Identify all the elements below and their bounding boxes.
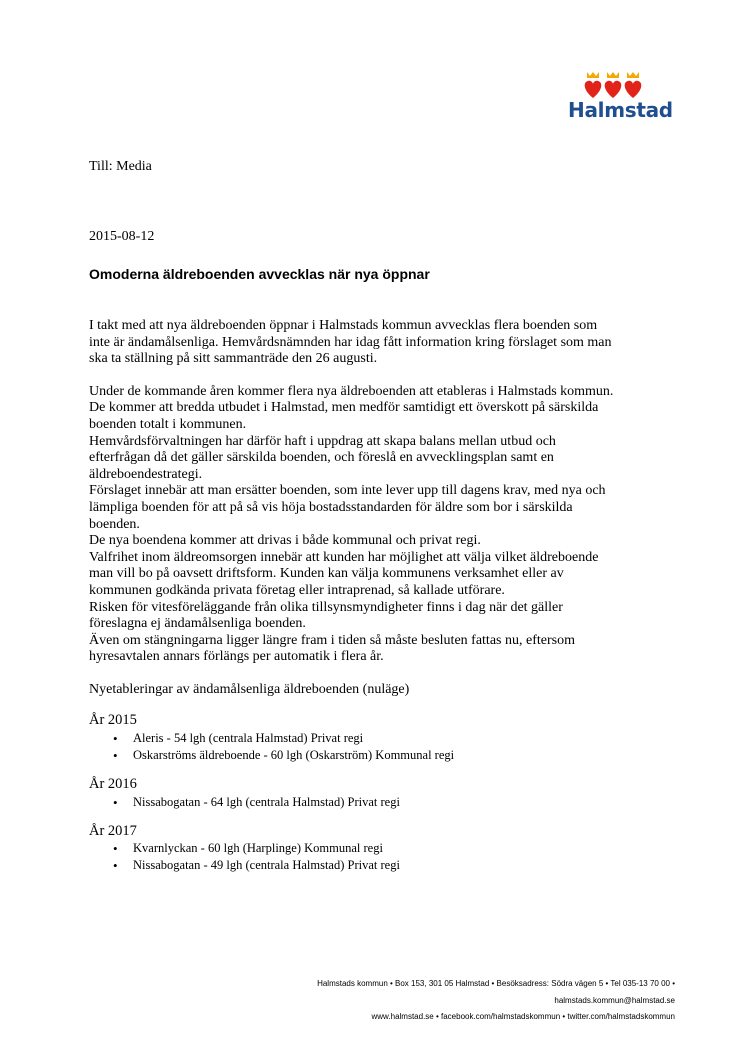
list-item: • Nissabogatan - 64 lgh (centrala Halmstad) Privat regi [133,794,689,811]
crowns-hearts-icon [573,70,663,100]
list-item: • Nissabogatan - 49 lgh (centrala Halmstad) Privat regi [133,857,689,874]
list-item: • Kvarnlyckan - 60 lgh (Harplinge) Kommunal regi [133,840,689,857]
list-item: • Aleris - 54 lgh (centrala Halmstad) Privat regi [133,730,689,747]
year-heading-2015: År 2015 [89,712,137,729]
body-paragraph: Under de kommande åren kommer flera nya äldreboenden att etableras i Halmstads kommun. De kommer att bredda utbudet i Halmstad, men medför samtidigt ett överskott på särskilda boenden totalt i kommunen. [89,383,614,432]
body-paragraph: Hemvårdsförvaltningen har därför haft i uppdrag att skapa balans mellan utbud och efterfrågan då det gäller särskilda boenden, och föreslå en avvecklingsplan samt en äldreboendestrategi. [89,433,556,482]
body-paragraph: Valfrihet inom äldreomsorgen innebär att kunden har möjlighet att välja vilket äldreboende man vill bo på oavsett driftsform. Kunden kan välja kommunens verksamhet eller av kommunen godkända privata företag eller intraprenad, så kallade utförare. [89,549,599,598]
year-list-2017 [89,840,689,874]
year-heading-2016: År 2016 [89,776,137,793]
body-paragraph: Risken för vitesföreläggande från olika tillsynsmyndigheter finns i dag när det gäller föreslagna ej ändamålsenliga boenden. [89,599,563,632]
year-list-2015 [89,730,689,764]
halmstad-logo [568,70,673,126]
footer [317,976,675,1026]
page-title: Omoderna äldreboenden avvecklas när nya öppnar [89,266,430,282]
body-paragraph: Även om stängningarna ligger längre fram i tiden så måste besluten fattas nu, eftersom hyresavtalen annars förlängs per automatik i flera år. [89,632,575,665]
year-list-2016 [89,794,689,811]
logo-wordmark: Halmstad [568,98,673,122]
intro-paragraph: I takt med att nya äldreboenden öppnar i Halmstads kommun avvecklas flera boenden som inte är ändamålsenliga. Hemvårdsnämnden har idag fått information kring förslaget som man ska ta ställning på sitt sammanträde den 26 augusti. [89,318,612,367]
footer-email[interactable]: halmstads.kommun@halmstad.se [554,995,675,1005]
list-item: • Oskarströms äldreboende - 60 lgh (Oskarström) Kommunal regi [133,747,689,764]
body-paragraph: De nya boendena kommer att drivas i både kommunal och privat regi. [89,533,481,549]
body-paragraph: Förslaget innebär att man ersätter boenden, som inte lever upp till dagens krav, med nya och lämpliga boenden för att på så vis höja bostadsstandarden för äldre som bor i särskilda boenden. [89,483,606,532]
press-release-body [89,318,689,874]
date-line: 2015-08-12 [89,229,155,244]
footer-links[interactable]: www.halmstad.se • facebook.com/halmstadskommun • twitter.com/halmstadskommun [371,1012,675,1021]
list-intro: Nyetableringar av ändamålsenliga äldreboenden (nuläge) [89,681,410,697]
recipient-line: Till: Media [89,159,152,174]
year-heading-2017: År 2017 [89,822,137,839]
footer-address: Halmstads kommun • Box 153, 301 05 Halmstad • Besöksadress: Södra vägen 5 • Tel 035-13 70 00 • [317,979,675,988]
